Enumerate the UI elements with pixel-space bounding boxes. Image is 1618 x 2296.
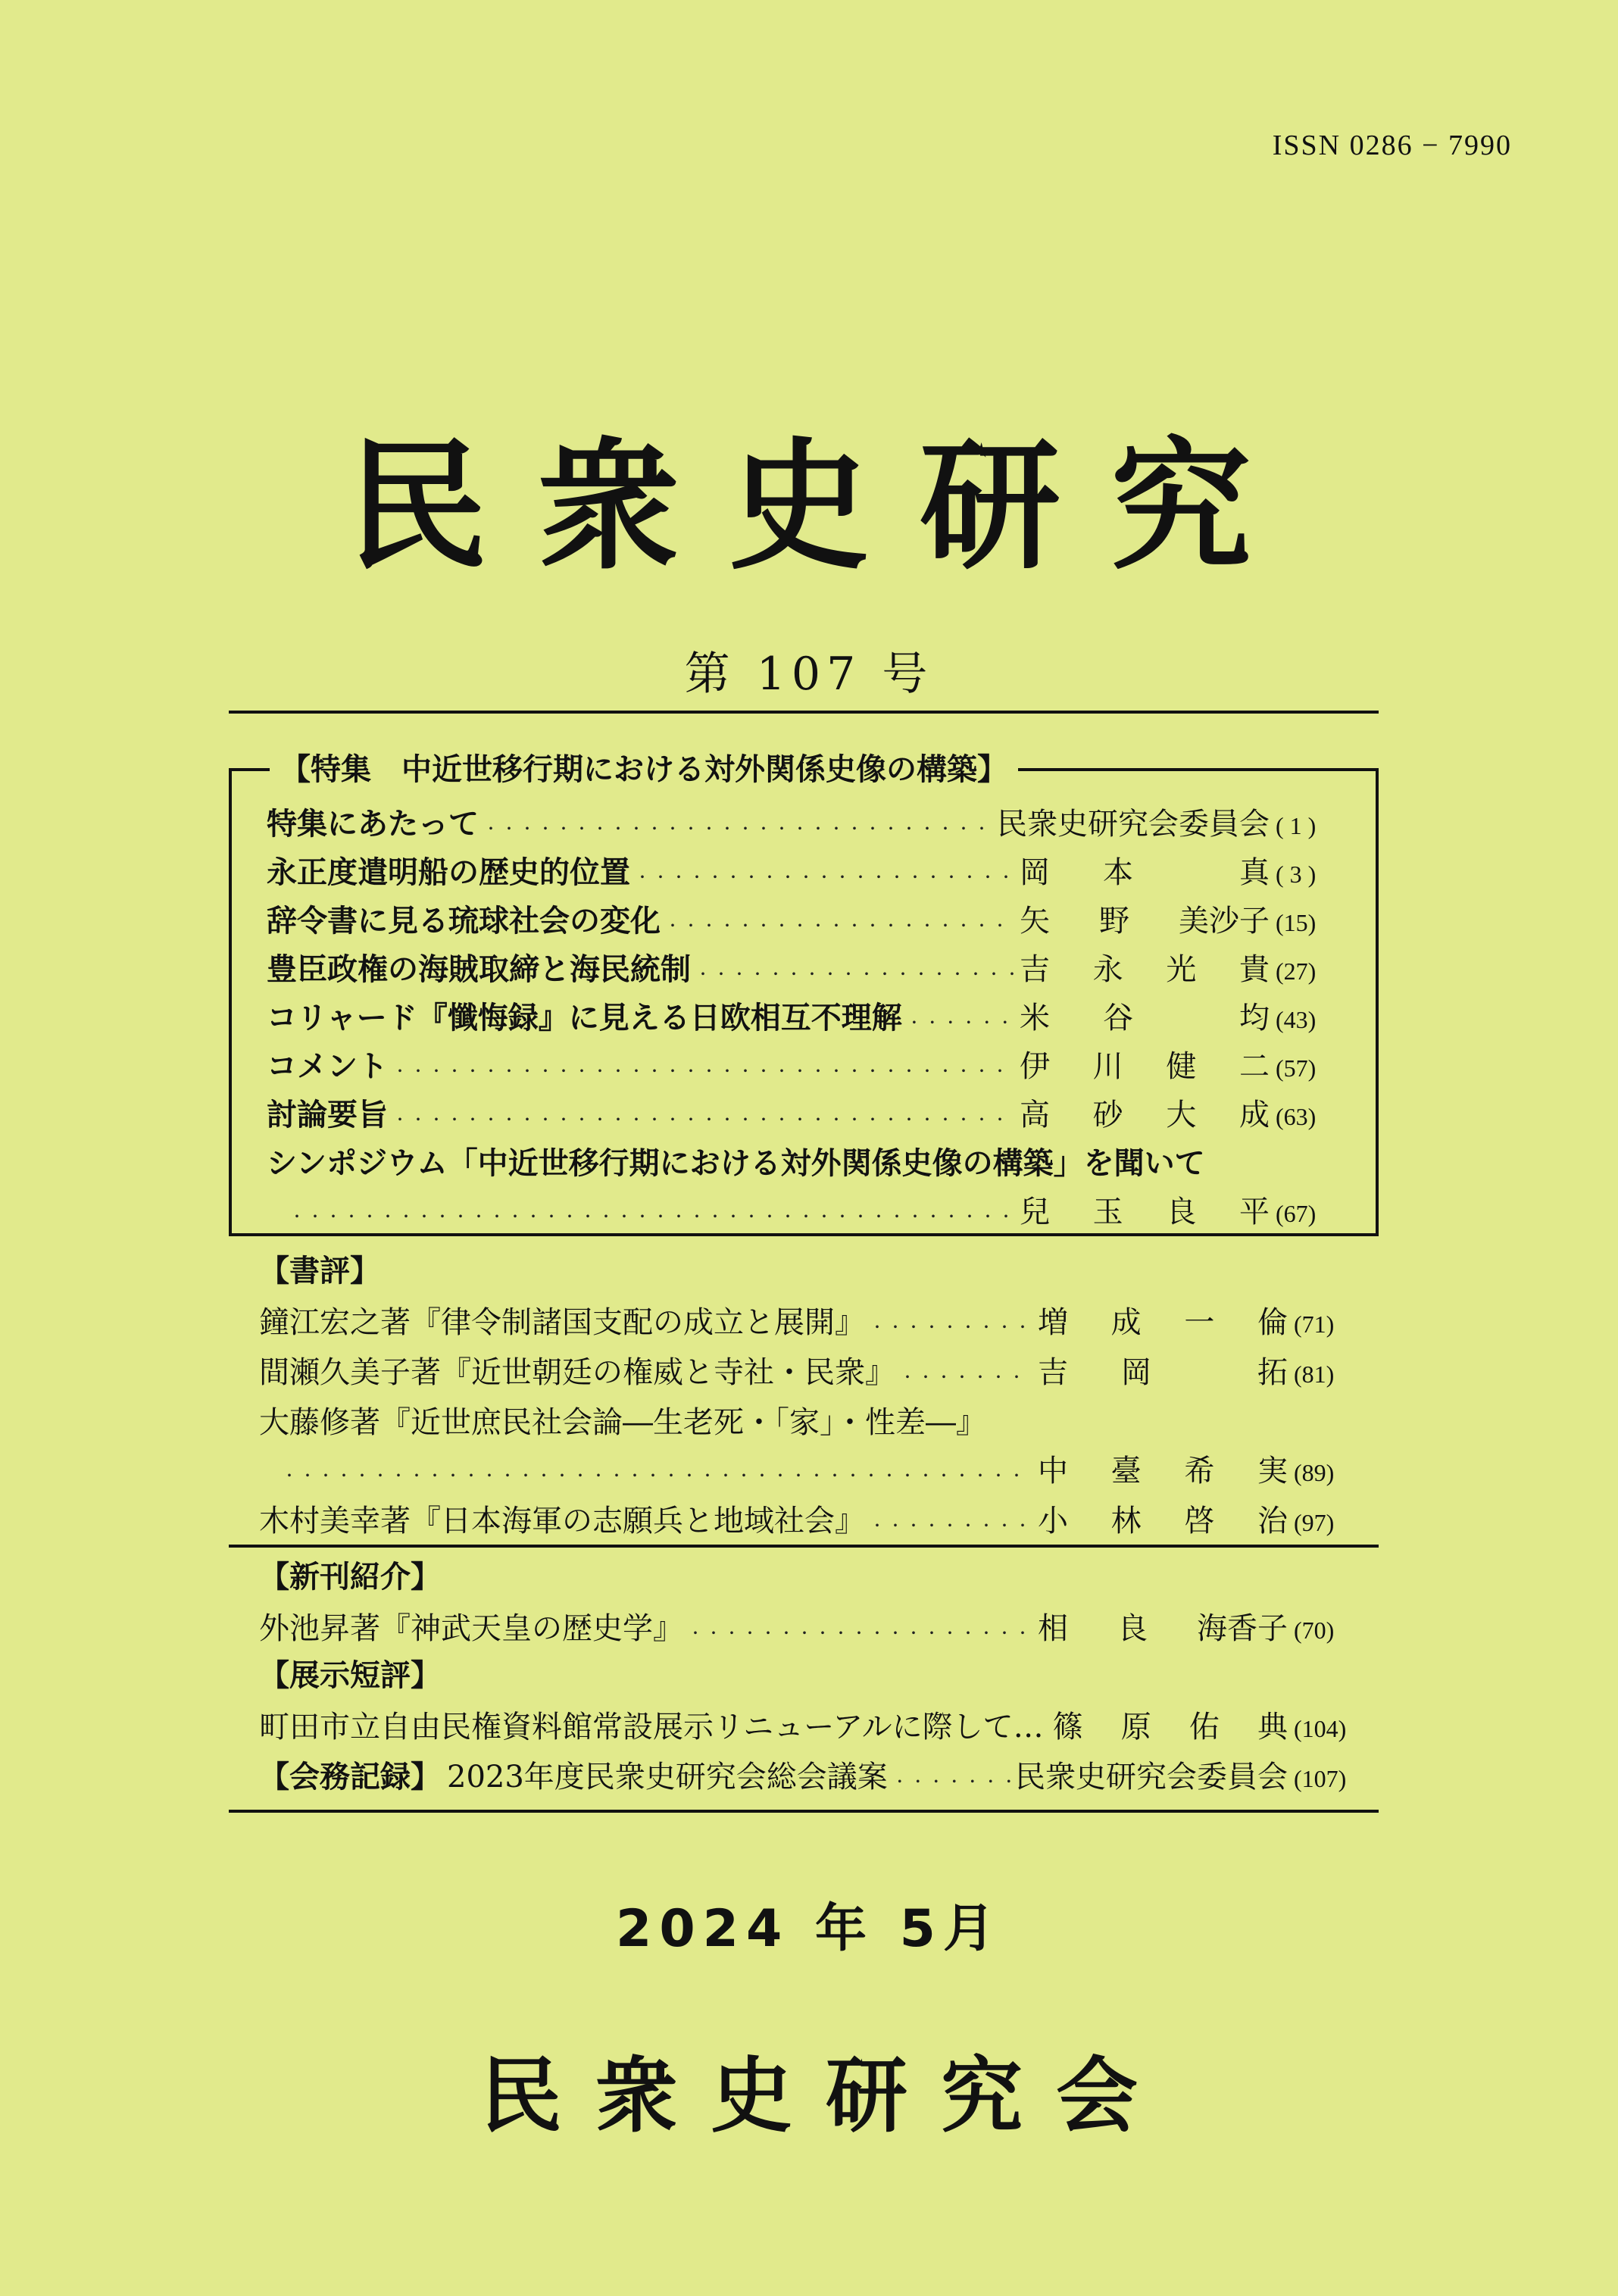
page-number: (27)	[1276, 957, 1317, 985]
review-title: 木村美幸著『日本海軍の志願兵と地域社会』	[259, 1504, 865, 1538]
author-char: 真	[1239, 855, 1270, 890]
author-char: 兒	[1020, 1195, 1050, 1229]
article-author	[1020, 1091, 1270, 1134]
records-entry	[259, 1753, 1354, 1797]
review-entry	[259, 1348, 1354, 1392]
author-char: 貴	[1238, 952, 1270, 987]
author-char: 篠	[1052, 1710, 1083, 1745]
article-author	[1020, 1042, 1270, 1086]
review-title: 鐘江宏之著『律令制諸国支配の成立と展開』	[259, 1305, 865, 1340]
author-char: 矢	[1020, 904, 1050, 939]
review-title: 間瀬久美子著『近世朝廷の権威と寺社・民衆』	[259, 1355, 895, 1390]
leader-dots	[665, 904, 1015, 939]
author-char: 啓	[1184, 1504, 1215, 1538]
review-author	[1038, 1447, 1288, 1490]
author-char: 成	[1110, 1305, 1142, 1340]
article-title: シンポジウム「中近世移行期における対外関係史像の構築」を聞いて	[267, 1146, 1205, 1181]
author-char: 良	[1117, 1611, 1148, 1646]
article-author	[1020, 945, 1270, 989]
page-number: (71)	[1294, 1310, 1335, 1338]
author-char: 中	[1038, 1454, 1068, 1488]
author-char: 実	[1257, 1454, 1288, 1488]
page-number: (67)	[1276, 1200, 1317, 1227]
article-title: コリャード『懺悔録』に見える日欧相互不理解	[267, 1001, 902, 1036]
exhibit-entry	[259, 1703, 1354, 1747]
author-char: 吉	[1020, 952, 1050, 987]
publisher-name: 民衆史研究会	[479, 2049, 1171, 2144]
leader-dots	[900, 1355, 1033, 1390]
author-char: 拓	[1257, 1355, 1288, 1390]
review-author	[1038, 1348, 1288, 1392]
author-char: 希	[1184, 1454, 1215, 1488]
records-label: 【会務記録】	[259, 1760, 441, 1795]
exhibit-title: 町田市立自由民権資料館常設展示リニューアルに際して…	[259, 1710, 1044, 1745]
author-char: 小	[1038, 1504, 1068, 1538]
page-number: (81)	[1294, 1360, 1335, 1388]
review-entry-title-line	[259, 1398, 1354, 1442]
page-number: (89)	[1294, 1459, 1335, 1486]
author-char: 佑	[1189, 1710, 1220, 1745]
page-number: (104)	[1294, 1715, 1347, 1742]
author-char: 均	[1239, 1001, 1270, 1036]
page-number: ( 1 )	[1276, 812, 1317, 839]
top-divider	[229, 711, 1379, 714]
bottom-divider	[229, 1810, 1379, 1813]
leader-dots	[695, 952, 1015, 987]
article-author	[1020, 848, 1270, 892]
author-char: 岡	[1121, 1355, 1151, 1390]
new-book-entry	[259, 1604, 1354, 1648]
toc-entry	[267, 897, 1336, 941]
author-char: 玉	[1092, 1195, 1123, 1229]
page-number: ( 3 )	[1276, 861, 1317, 888]
review-author	[1038, 1298, 1288, 1342]
author-char: 高	[1020, 1098, 1050, 1132]
toc-entry	[267, 800, 1336, 844]
author-char: 良	[1166, 1195, 1197, 1229]
author-char: 治	[1257, 1504, 1288, 1538]
issn: ISSN 0286 − 7990	[1272, 130, 1512, 161]
author-char: 砂	[1092, 1098, 1123, 1132]
review-entry-author-line	[259, 1447, 1354, 1491]
author-char: 吉	[1038, 1355, 1068, 1390]
author-char: 伊	[1020, 1049, 1050, 1084]
author-char: 野	[1099, 904, 1129, 939]
feature-section	[229, 752, 1379, 1236]
article-author	[1020, 1188, 1270, 1231]
new-book-author	[1038, 1604, 1288, 1648]
author-char: 成	[1238, 1098, 1270, 1132]
review-title: 大藤修著『近世庶民社会論―生老死・「家」・性差―』	[259, 1405, 986, 1440]
author-char: 二	[1238, 1049, 1270, 1084]
new-book-title: 外池昇著『神武天皇の歴史学』	[259, 1611, 683, 1646]
exhibit-author	[1053, 1703, 1288, 1746]
page-number: (97)	[1294, 1509, 1335, 1536]
author-char: 平	[1238, 1195, 1270, 1229]
leader-dots	[907, 1001, 1015, 1036]
reviews-label: 【書評】	[259, 1254, 380, 1289]
leader-dots	[870, 1504, 1033, 1538]
exhibit-label: 【展示短評】	[259, 1658, 441, 1693]
toc-entry	[267, 945, 1336, 989]
toc-entry	[267, 1091, 1336, 1135]
article-author	[1020, 897, 1270, 940]
leader-dots	[289, 1195, 1015, 1229]
author-char: 健	[1166, 1049, 1197, 1084]
toc-entry-author-line	[267, 1188, 1336, 1232]
leader-dots	[635, 855, 1015, 890]
leader-dots	[282, 1454, 1033, 1488]
author-char: 海香子	[1197, 1611, 1288, 1646]
author-char: 一	[1184, 1305, 1215, 1340]
author-char: 臺	[1110, 1454, 1142, 1488]
article-author: 民衆史研究会委員会	[997, 807, 1270, 842]
article-title: 辞令書に見る琉球社会の変化	[267, 904, 661, 939]
leader-dots	[892, 1760, 1010, 1795]
leader-dots	[688, 1611, 1033, 1646]
leader-dots	[392, 1098, 1015, 1132]
article-title: 討論要旨	[267, 1098, 388, 1132]
issue-number: 第 107 号	[684, 648, 934, 701]
author-char: 本	[1103, 855, 1133, 890]
author-char: 典	[1257, 1710, 1288, 1745]
page-number: (107)	[1294, 1765, 1347, 1792]
new-books-label: 【新刊紹介】	[259, 1560, 441, 1595]
author-char: 光	[1166, 952, 1197, 987]
page-number: (70)	[1294, 1617, 1335, 1644]
author-char: 増	[1038, 1305, 1068, 1340]
article-title: 特集にあたって	[267, 807, 479, 842]
author-char: 相	[1038, 1611, 1068, 1646]
leader-dots	[870, 1305, 1033, 1340]
middle-divider	[229, 1545, 1379, 1548]
leader-dots	[392, 1049, 1015, 1084]
toc-entry-title-line	[267, 1139, 1336, 1183]
leader-dots	[483, 807, 992, 842]
journal-title: 民衆史研究	[346, 424, 1301, 589]
feature-heading: 【特集 中近世移行期における対外関係史像の構築】	[270, 745, 1018, 789]
records-author: 民衆史研究会委員会	[1015, 1760, 1288, 1795]
page-number: (43)	[1276, 1006, 1317, 1033]
publication-date: 2024 年 5月	[616, 1899, 1002, 1959]
author-char: 岡	[1020, 855, 1050, 890]
article-author	[1020, 994, 1270, 1037]
author-char: 永	[1092, 952, 1123, 987]
review-entry	[259, 1298, 1354, 1342]
article-title: コメント	[267, 1049, 388, 1084]
author-char: 米	[1020, 1001, 1050, 1036]
review-entry	[259, 1497, 1354, 1541]
author-char: 谷	[1103, 1001, 1133, 1036]
author-char: 原	[1120, 1710, 1151, 1745]
author-char: 川	[1092, 1049, 1123, 1084]
author-char: 倫	[1257, 1305, 1288, 1340]
article-title: 永正度遣明船の歴史的位置	[267, 855, 630, 890]
author-char: 大	[1166, 1098, 1197, 1132]
toc-entry	[267, 1042, 1336, 1086]
toc-entry	[267, 994, 1336, 1038]
author-char: 美沙子	[1179, 904, 1270, 939]
page-number: (15)	[1276, 909, 1317, 936]
article-title: 豊臣政権の海賊取締と海民統制	[267, 952, 691, 987]
page-number: (63)	[1276, 1103, 1317, 1130]
author-char: 林	[1110, 1504, 1142, 1538]
records-title: 2023年度民衆史研究会総会議案	[447, 1760, 888, 1795]
page-number: (57)	[1276, 1054, 1317, 1082]
review-author	[1038, 1497, 1288, 1540]
toc-entry	[267, 848, 1336, 892]
